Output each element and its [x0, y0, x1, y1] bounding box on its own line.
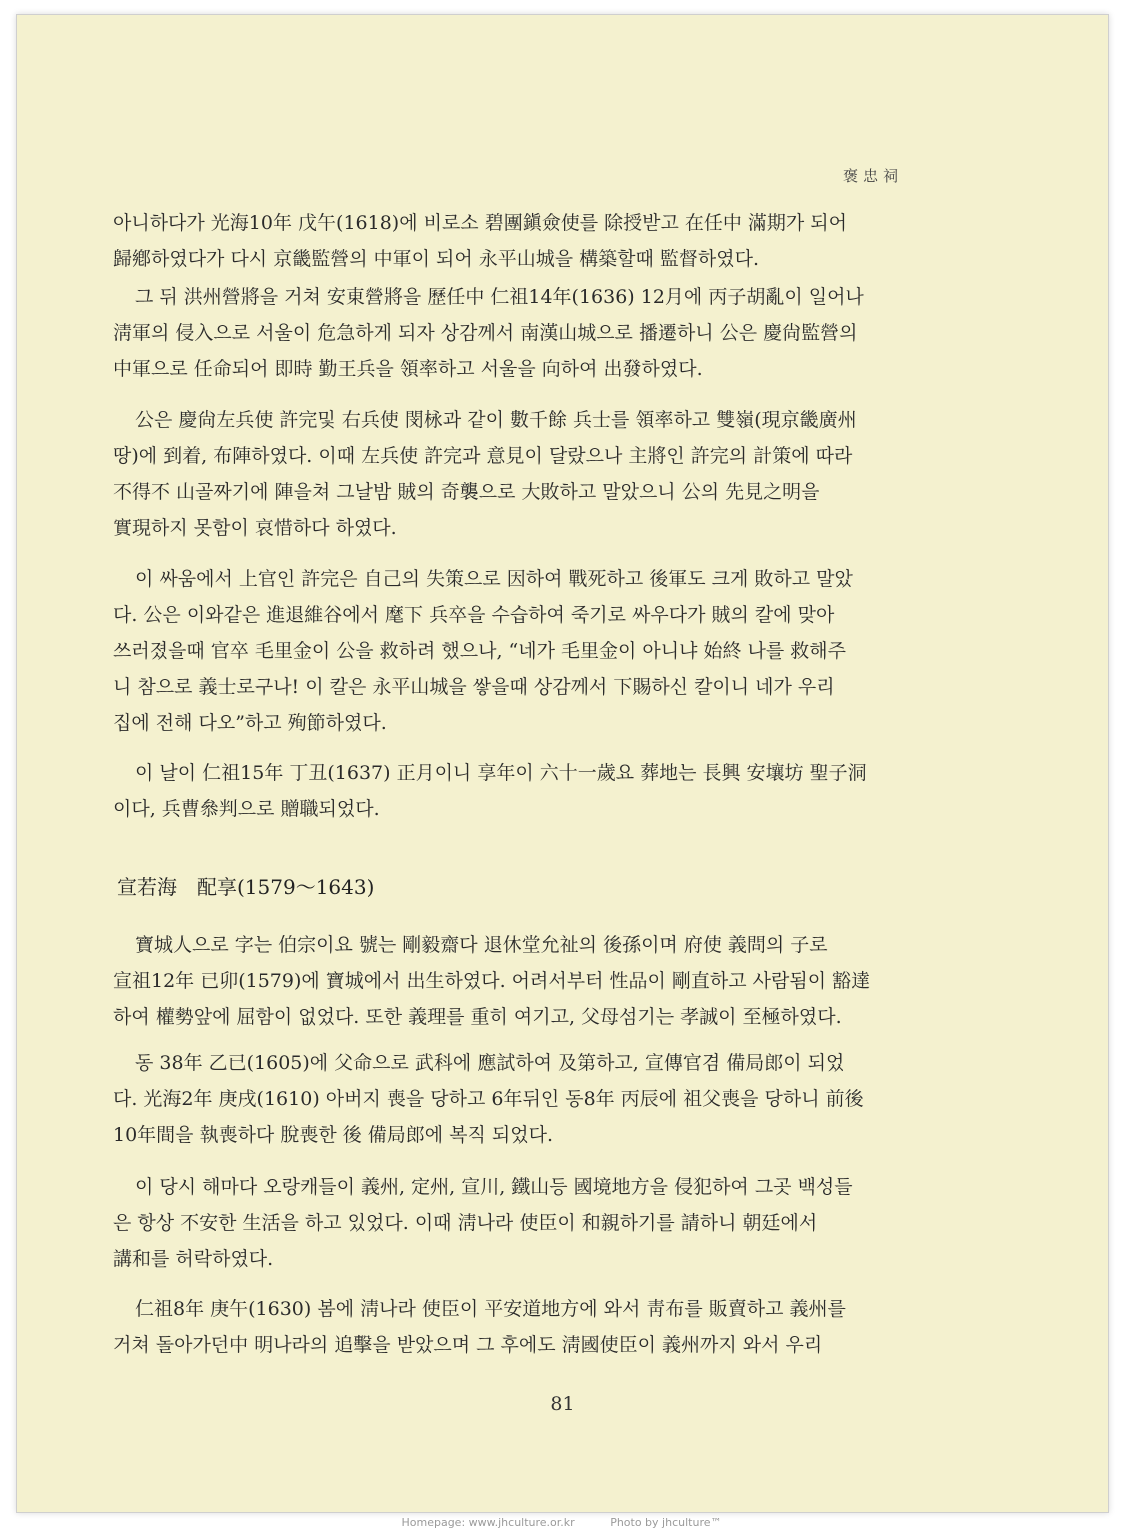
text-line: 歸鄕하였다가 다시 京畿監營의 中軍이 되어 永平山城을 構築할때 監督하였다. [113, 248, 759, 270]
text-line: 이 당시 해마다 오랑캐들이 義州, 定州, 宣川, 鐵山등 國境地方을 侵犯하여 그곳 백성들 [135, 1176, 853, 1198]
text-line: 10年間을 執喪하다 脫喪한 後 備局郎에 복직 되었다. [113, 1124, 553, 1146]
text-line: 이 날이 仁祖15年 丁丑(1637) 正月이니 享年이 六十一歲요 葬地는 長興 安壤坊 聖子洞 [135, 762, 867, 784]
paragraph-7 [113, 1045, 925, 1153]
photo-credit: Photo by jhculture™ [610, 1516, 722, 1529]
paragraph-3 [113, 402, 925, 546]
text-line: 不得不 山골짜기에 陣을쳐 그날밤 賊의 奇襲으로 大敗하고 말았으니 公의 先見之明을 [113, 481, 820, 503]
running-header: 褒忠祠 [842, 167, 903, 185]
paragraph-1 [113, 205, 925, 277]
text-line: 講和를 허락하였다. [113, 1248, 274, 1270]
paragraph-4 [113, 561, 925, 741]
text-line: 淸軍의 侵入으로 서울이 危急하게 되자 상감께서 南漢山城으로 播遷하니 公은 慶尙監營의 [113, 322, 858, 344]
text-line: 實現하지 못함이 哀惜하다 하였다. [113, 517, 397, 539]
text-line: 은 항상 不安한 生活을 하고 있었다. 이때 淸나라 使臣이 和親하기를 請하니 朝廷에서 [113, 1212, 818, 1234]
text-line: 公은 慶尙左兵使 許完및 右兵使 閔栐과 같이 數千餘 兵士를 領率하고 雙嶺(現京畿廣州 [135, 409, 857, 431]
text-line: 다. 光海2年 庚戌(1610) 아버지 喪을 당하고 6年뒤인 동8年 丙辰에 祖父喪을 당하니 前後 [113, 1088, 864, 1110]
text-line: 仁祖8年 庚午(1630) 봄에 淸나라 使臣이 平安道地方에 와서 靑布를 販賣하고 義州를 [135, 1298, 846, 1320]
paragraph-6 [113, 927, 925, 1035]
text-line: 그 뒤 洪州營將을 거쳐 安東營將을 歷任中 仁祖14年(1636) 12月에 丙子胡亂이 일어나 [135, 286, 864, 308]
text-line: 집에 전해 다오”하고 殉節하였다. [113, 712, 387, 734]
paragraph-5 [113, 755, 925, 827]
text-line: 니 참으로 義士로구나! 이 칼은 永平山城을 쌓을때 상감께서 下賜하신 칼이니 네가 우리 [113, 676, 835, 698]
text-line: 이 싸움에서 上官인 許完은 自己의 失策으로 因하여 戰死하고 後軍도 크게 敗하고 말았 [135, 568, 853, 590]
book-page [16, 14, 1109, 1513]
section-title: 宣若海 配享(1579～1643) [117, 875, 375, 899]
text-line: 하여 權勢앞에 屈함이 없었다. 또한 義理를 重히 여기고, 父母섬기는 孝誠이 至極하였다. [113, 1006, 842, 1028]
text-line: 쓰러졌을때 官卒 毛里金이 公을 救하려 했으나, “네가 毛里金이 아니냐 始終 나를 救해주 [113, 640, 846, 662]
footer-credits [0, 1516, 1123, 1529]
text-line: 땅)에 到着, 布陣하였다. 이때 左兵使 許完과 意見이 달랐으나 主將인 許完의 計策에 따라 [113, 445, 853, 467]
page-number: 81 [550, 1393, 575, 1415]
text-line: 아니하다가 光海10年 戊午(1618)에 비로소 碧團鎭僉使를 除授받고 在任中 滿期가 되어 [113, 212, 847, 234]
homepage-link[interactable]: Homepage: www.jhculture.or.kr [401, 1516, 575, 1529]
paragraph-2 [113, 279, 925, 387]
text-line: 거쳐 돌아가던中 明나라의 追擊을 받았으며 그 후에도 淸國使臣이 義州까지 와서 우리 [113, 1334, 823, 1356]
text-line: 동 38年 乙已(1605)에 父命으로 武科에 應試하여 及第하고, 宣傳官겸 備局郎이 되었 [135, 1052, 845, 1074]
text-line: 이다, 兵曹叅判으로 贈職되었다. [113, 798, 380, 820]
text-line: 宣祖12年 已卯(1579)에 寶城에서 出生하였다. 어려서부터 性品이 剛直하고 사람됨이 豁達 [113, 970, 871, 992]
text-line: 寶城人으로 字는 伯宗이요 號는 剛毅齋다 退休堂允祉의 後孫이며 府使 義問의 子로 [135, 934, 828, 956]
text-line: 中軍으로 任命되어 即時 勤王兵을 領率하고 서울을 向하여 出發하였다. [113, 358, 703, 380]
paragraph-8 [113, 1169, 925, 1277]
text-line: 다. 公은 이와같은 進退維谷에서 麾下 兵卒을 수습하여 죽기로 싸우다가 賊의 칼에 맞아 [113, 604, 835, 626]
paragraph-9 [113, 1291, 925, 1363]
